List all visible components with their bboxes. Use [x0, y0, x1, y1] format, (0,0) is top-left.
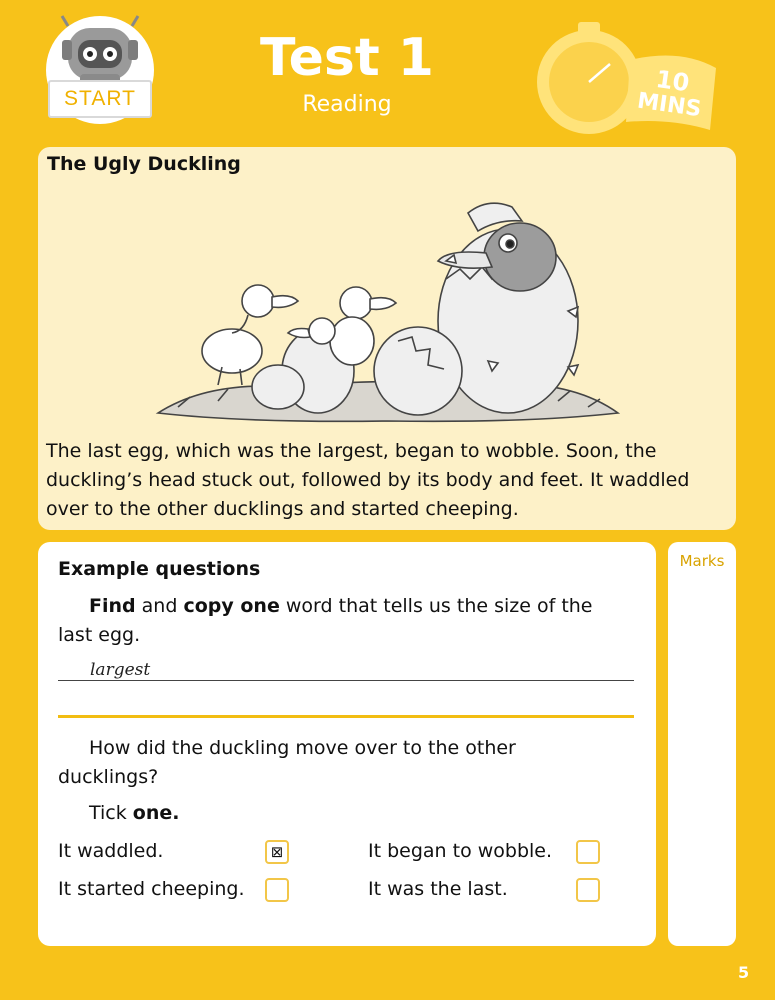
marks-label: Marks — [679, 552, 725, 570]
tick-prefix: Tick — [89, 802, 133, 824]
option-label: It was the last. — [368, 878, 508, 900]
tick-instruction — [89, 802, 179, 824]
question-1 — [58, 592, 618, 650]
q1-answer[interactable]: largest — [90, 660, 151, 680]
question-divider — [58, 715, 634, 718]
start-label: START — [64, 87, 136, 110]
page-number: 5 — [738, 963, 750, 982]
question-2 — [58, 734, 618, 792]
story-title: The Ugly Duckling — [47, 153, 241, 175]
page-subtitle: Reading — [302, 92, 392, 117]
q1-copy-one: copy one — [183, 595, 280, 617]
q1-rest: word that tells us the size of the last egg. — [58, 595, 593, 646]
option-checkbox[interactable] — [576, 878, 600, 902]
q1-and: and — [135, 595, 184, 617]
timer-label — [624, 54, 718, 131]
option-label: It waddled. — [58, 840, 164, 862]
tick-bold: one. — [132, 802, 180, 824]
timer-unit: MINS — [635, 88, 703, 123]
option-checkbox[interactable]: ⊠ — [265, 840, 289, 864]
story-panel — [38, 147, 736, 530]
questions-panel — [38, 542, 656, 946]
q2-text: How did the duckling move over to the other ducklings? — [58, 737, 516, 788]
marks-column — [668, 542, 736, 946]
option-label: It began to wobble. — [368, 840, 553, 862]
answer-line — [58, 680, 634, 681]
timer-number: 10 — [654, 64, 692, 98]
ducklings-illustration — [148, 191, 628, 431]
option-label: It started cheeping. — [58, 878, 245, 900]
questions-heading: Example questions — [58, 558, 261, 580]
story-text: The last egg, which was the largest, began to wobble. Soon, the duckling’s head stuck out, followed by its body and feet. It waddled over to the other ducklings and started cheeping. — [46, 440, 690, 520]
page-title: Test 1 — [260, 28, 434, 88]
q1-find: Find — [89, 595, 136, 617]
option-checkbox[interactable] — [265, 878, 289, 902]
option-checkbox[interactable] — [576, 840, 600, 864]
